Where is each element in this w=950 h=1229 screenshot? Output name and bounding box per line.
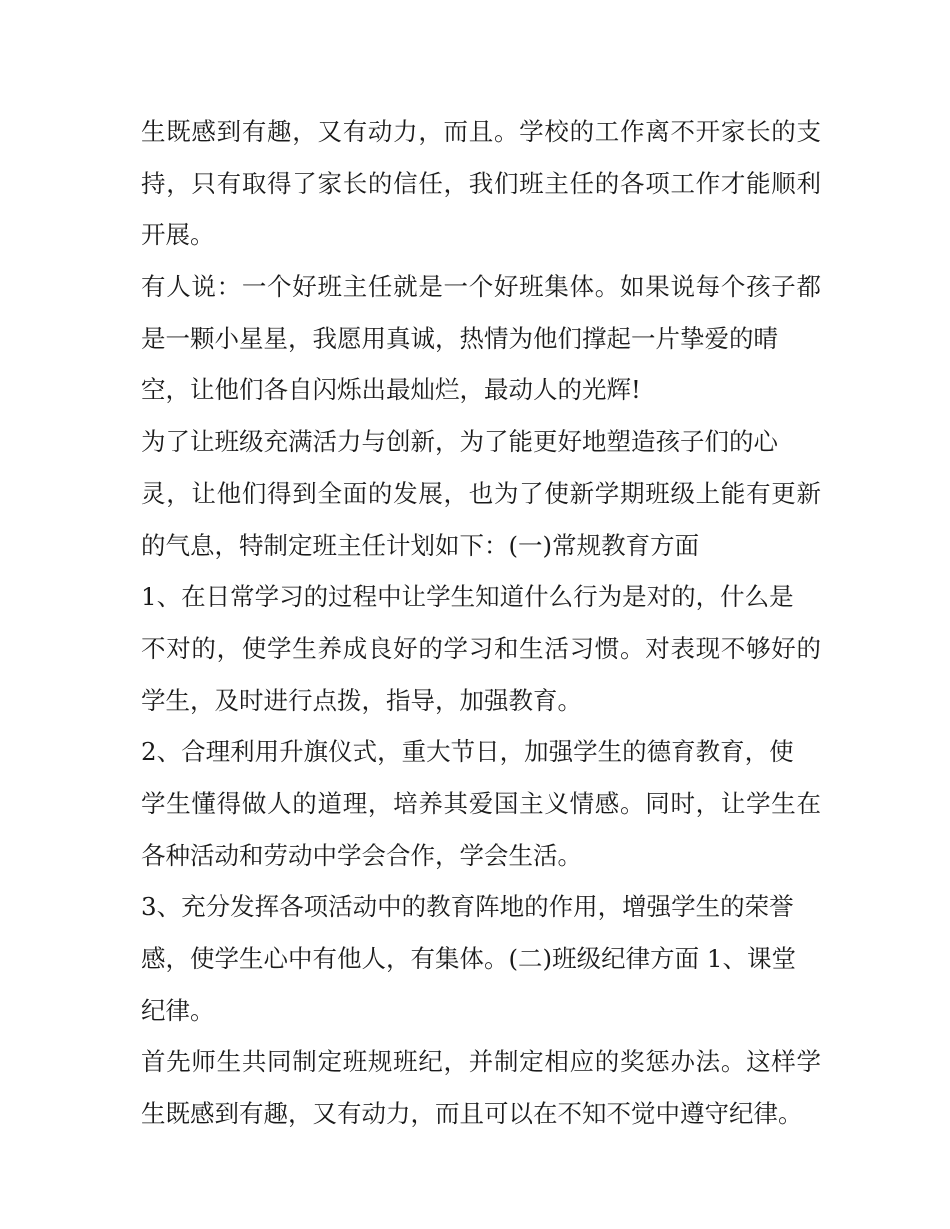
paragraph xyxy=(141,571,821,726)
text-line: 不对的，使学生养成良好的学习和生活习惯。对表现不够好的 xyxy=(141,633,821,663)
paragraph xyxy=(141,1036,821,1139)
text-line: 感，使学生心中有他人，有集体。(二)班级纪律方面 1、课堂 xyxy=(141,944,796,973)
text-line: 首先师生共同制定班规班纪，并制定相应的奖惩办法。这样学 xyxy=(141,1047,821,1077)
text-line: 生既感到有趣，又有动力，而且。学校的工作离不开家长的支 xyxy=(141,117,821,146)
text-line: 有人说：一个好班主任就是一个好班集体。如果说每个孩子都 xyxy=(141,272,821,302)
text-line: 是一颗小星星，我愿用真诚，热情为他们撑起一片挚爱的晴 xyxy=(141,323,778,353)
text-line: 2、合理利用升旗仪式，重大节日，加强学生的德育教育，使 xyxy=(141,737,794,767)
paragraph xyxy=(141,881,821,1036)
paragraph xyxy=(141,726,821,881)
text-line: 生既感到有趣，又有动力，而且可以在不知不觉中遵守纪律。 xyxy=(141,1099,803,1129)
document-body xyxy=(141,106,821,1140)
text-line: 空，让他们各自闪烁出最灿烂，最动人的光辉! xyxy=(141,375,641,405)
text-line: 学生懂得做人的道理，培养其爱国主义情感。同时，让学生在 xyxy=(141,788,821,818)
paragraph xyxy=(141,416,821,571)
text-line: 为了让班级充满活力与创新，为了能更好地塑造孩子们的心 xyxy=(141,427,778,457)
text-line: 持，只有取得了家长的信任，我们班主任的各项工作才能顺利 xyxy=(141,168,821,198)
paragraph xyxy=(141,261,821,416)
text-line: 各种活动和劳动中学会合作，学会生活。 xyxy=(141,840,582,870)
text-line: 1、在日常学习的过程中让学生知道什么行为是对的，什么是 xyxy=(141,582,794,612)
text-line: 开展。 xyxy=(141,220,215,250)
text-line: 灵，让他们得到全面的发展，也为了使新学期班级上能有更新 xyxy=(141,478,821,508)
text-line: 纪律。 xyxy=(141,995,215,1025)
text-line: 学生，及时进行点拨，指导，加强教育。 xyxy=(141,685,582,715)
paragraph xyxy=(141,106,821,261)
text-line: 的气息，特制定班主任计划如下：(一)常规教育方面 xyxy=(141,530,700,560)
text-line: 3、充分发挥各项活动中的教育阵地的作用，增强学生的荣誉 xyxy=(141,892,794,922)
